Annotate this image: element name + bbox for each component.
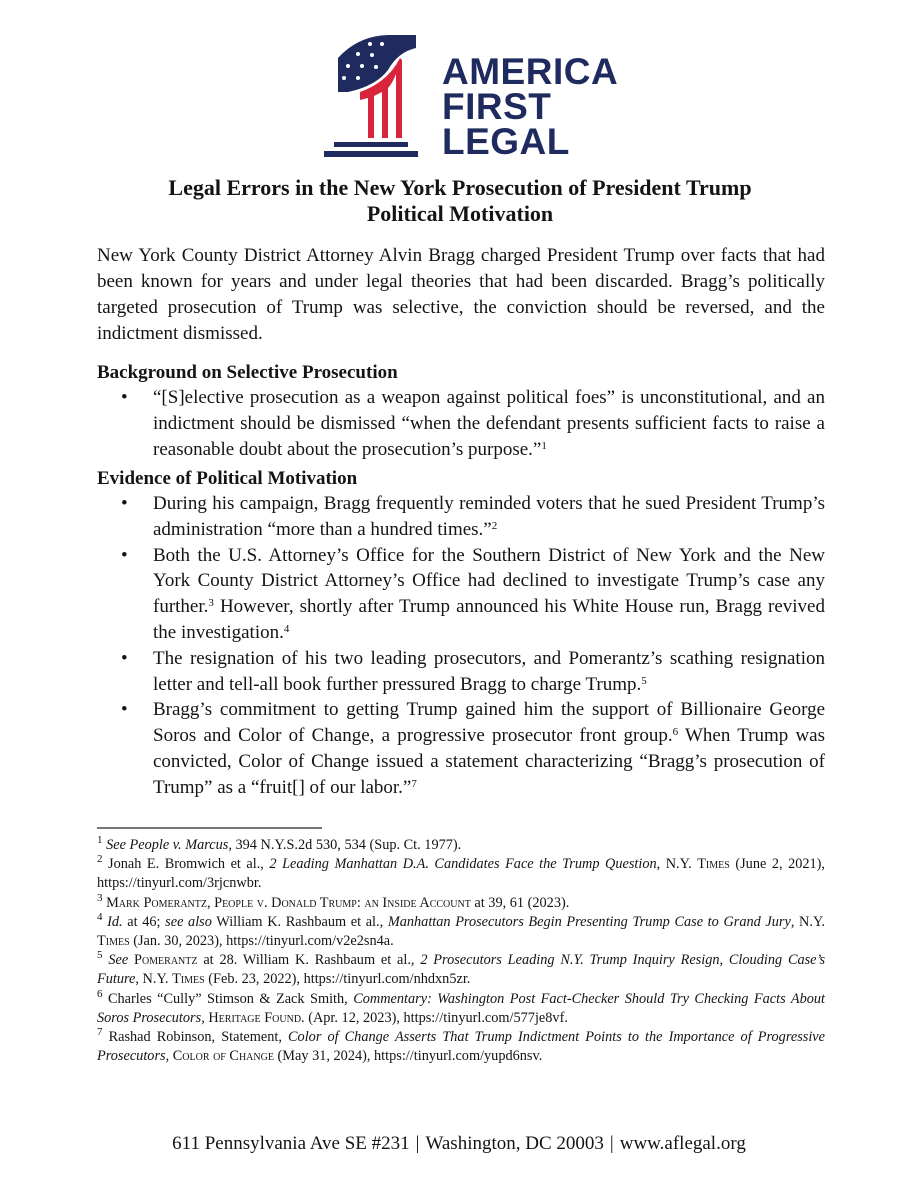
- bullet-text: Both the U.S. Attorney’s Office for the Southern District of New York and the New York County District Attorney’s Office had declined to investigate Trump’s case any further.: [153, 544, 825, 618]
- logo-line-first: FIRST: [442, 86, 552, 127]
- footnote-text: , 394 N.Y.S.2d 530, 534 (Sup. Ct. 1977).: [228, 837, 462, 853]
- bullet-icon: •: [121, 387, 128, 408]
- footnote-5: [97, 951, 825, 989]
- document-title: [80, 175, 840, 227]
- section-heading-background: Background on Selective Prosecution: [97, 362, 398, 383]
- footnote-text: at 46;: [122, 913, 166, 930]
- footnote-number: 7: [97, 1026, 103, 1039]
- evidence-bullet-list: [97, 491, 825, 801]
- background-bullet-list: [97, 385, 825, 462]
- footnote-text: William K. Rashbaum et al.,: [211, 913, 388, 930]
- footnote-signal: see also: [165, 913, 212, 930]
- bullet-icon: •: [121, 493, 128, 514]
- bullet-text: The resignation of his two leading prosecutors, and Pomerantz’s scathing resignation letter and tell-all book further pressured Bragg to charge Trump.: [153, 647, 825, 695]
- footnote-link[interactable]: (Apr. 12, 2023), https://tinyurl.com/577je8vf.: [304, 1009, 568, 1026]
- footnote-source: Pomerantz: [128, 952, 198, 969]
- footnote-title: 2 Prosecutors Leading N.Y. Trump Inquiry Resign, Clouding Case’s Future: [97, 952, 826, 988]
- footnote-text: Jonah E. Bromwich et al.,: [102, 856, 270, 873]
- bullet-text-continued: When Trump was convicted, Color of Change issued a statement characterizing “Bragg’s prosecution of Trump” as a “fruit[] of our labor.”: [153, 725, 825, 798]
- footer-address: 611 Pennsylvania Ave SE #231: [172, 1133, 410, 1154]
- logo-line-america: AMERICA: [442, 51, 619, 92]
- footnote-2: [97, 855, 825, 893]
- footnote-source: Times: [697, 856, 730, 873]
- america-first-legal-logo: [318, 30, 619, 162]
- footnote-ref[interactable]: 5: [641, 674, 647, 687]
- footer-separator: |: [609, 1133, 614, 1154]
- logo-wordmark: [442, 51, 619, 162]
- bullet-icon: •: [121, 699, 128, 721]
- list-item: [97, 385, 825, 462]
- footnote-number: 3: [97, 891, 103, 904]
- footnote-source: Mark Pomerantz, People v. Donald Trump: an Inside Account: [102, 894, 471, 911]
- title-line-1: Legal Errors in the New York Prosecution of President Trump: [168, 175, 752, 200]
- footnote-text: ,: [165, 1048, 173, 1065]
- footnote-ref[interactable]: 7: [411, 777, 417, 790]
- footnote-source: Heritage Found.: [208, 1009, 305, 1026]
- footnote-title: Manhattan Prosecutors Begin Presenting Trump Case to Grand Jury: [387, 913, 791, 930]
- footnote-title: Color of Change Asserts That Trump Indictment Points to the Importance of Progressive Prosecutors: [97, 1029, 825, 1065]
- footnote-source: Times: [172, 971, 205, 988]
- footnote-text: at 28. William K. Rashbaum et al.,: [197, 952, 421, 969]
- bullet-text: “[S]elective prosecution as a weapon against political foes” is unconstitutional, and an indictment should be dismissed “when the defendant presents sufficient facts to raise a reasonable doubt about the prosecution’s purpose.”: [153, 387, 825, 460]
- footnote-4: [97, 910, 825, 951]
- footnote-text: , N.Y.: [790, 913, 825, 930]
- bullet-icon: •: [121, 544, 128, 566]
- title-line-2: Political Motivation: [366, 201, 554, 226]
- footnote-source: Times: [97, 933, 130, 950]
- footnote-6: [97, 987, 825, 1028]
- logo-line-legal: LEGAL: [442, 121, 570, 162]
- footnote-source: Color of Change: [172, 1048, 274, 1065]
- footnote-ref[interactable]: 6: [672, 726, 679, 739]
- footer-separator: |: [415, 1133, 420, 1154]
- footnote-link[interactable]: (Feb. 23, 2022), https://tinyurl.com/nhdxn5zr.: [204, 971, 471, 988]
- footnote-link[interactable]: (May 31, 2024), https://tinyurl.com/yupd6nsv.: [273, 1048, 543, 1065]
- footer-city: Washington, DC 20003: [425, 1133, 604, 1154]
- footnote-3: [97, 891, 825, 913]
- footnotes: [97, 836, 825, 1066]
- footnote-text: at 39, 61 (2023).: [470, 894, 570, 911]
- bullet-icon: •: [121, 647, 128, 669]
- list-item: [97, 646, 825, 698]
- footnote-ref[interactable]: 3: [208, 597, 214, 610]
- footnote-signal: See: [102, 952, 129, 969]
- footnote-title: 2 Leading Manhattan D.A. Candidates Face the Trump Question: [269, 856, 657, 873]
- list-item: [97, 491, 825, 543]
- list-item: [97, 543, 825, 646]
- intro-paragraph: New York County District Attorney Alvin Bragg charged President Trump over facts that had been known for years and under legal theories that had been discarded. Bragg’s politically targeted prosecution of Trump was selective, the conviction should be reversed, and the indictment dismissed.: [97, 245, 825, 344]
- footnote-ref[interactable]: 2: [491, 519, 498, 532]
- footnote-link[interactable]: (June 2, 2021), https://tinyurl.com/3rjcnwbr.: [97, 856, 825, 892]
- bullet-text: Bragg’s commitment to getting Trump gained him the support of Billionaire George Soros and Color of Change, a progressive prosecutor front group.: [153, 699, 825, 747]
- page-footer: [0, 1132, 918, 1156]
- footnote-number: 5: [97, 949, 103, 962]
- footnote-number: 6: [97, 987, 103, 1000]
- footnote-text: , N.Y.: [656, 856, 698, 873]
- footnote-text: ,: [201, 1009, 209, 1026]
- footnote-1: [97, 836, 825, 855]
- footnote-link[interactable]: (Jan. 30, 2023), https://tinyurl.com/v2e2sn4a.: [129, 933, 394, 950]
- footer-website-link[interactable]: www.aflegal.org: [619, 1133, 746, 1154]
- list-item: [97, 697, 825, 800]
- bullet-text-continued: However, shortly after Trump announced his White House run, Bragg revived the investigation.: [153, 596, 825, 643]
- footnote-number: 2: [97, 853, 103, 866]
- footnote-7: [97, 1028, 825, 1066]
- footnote-title: Commentary: Washington Post Fact-Checker Should Try Checking Facts About Soros Prosecutors: [97, 990, 825, 1026]
- section-heading-evidence: Evidence of Political Motivation: [97, 468, 358, 489]
- footnote-citation: Id.: [102, 913, 123, 930]
- footnote-number: 4: [97, 910, 103, 923]
- footnote-number: 1: [97, 834, 103, 846]
- footnote-text: Rashad Robinson, Statement,: [102, 1029, 289, 1046]
- footnote-citation: See People v. Marcus: [106, 837, 229, 853]
- footnote-text: , N.Y.: [135, 971, 173, 988]
- footnote-text: Charles “Cully” Stimson & Zack Smith,: [102, 990, 354, 1007]
- footnote-ref[interactable]: 4: [283, 622, 290, 635]
- footnote-divider: [97, 827, 322, 829]
- bullet-text: During his campaign, Bragg frequently reminded voters that he sued President Trump’s administration “more than a hundred times.”: [153, 493, 825, 540]
- pillar-flag-icon: [318, 30, 423, 160]
- footnote-ref[interactable]: 1: [541, 439, 547, 452]
